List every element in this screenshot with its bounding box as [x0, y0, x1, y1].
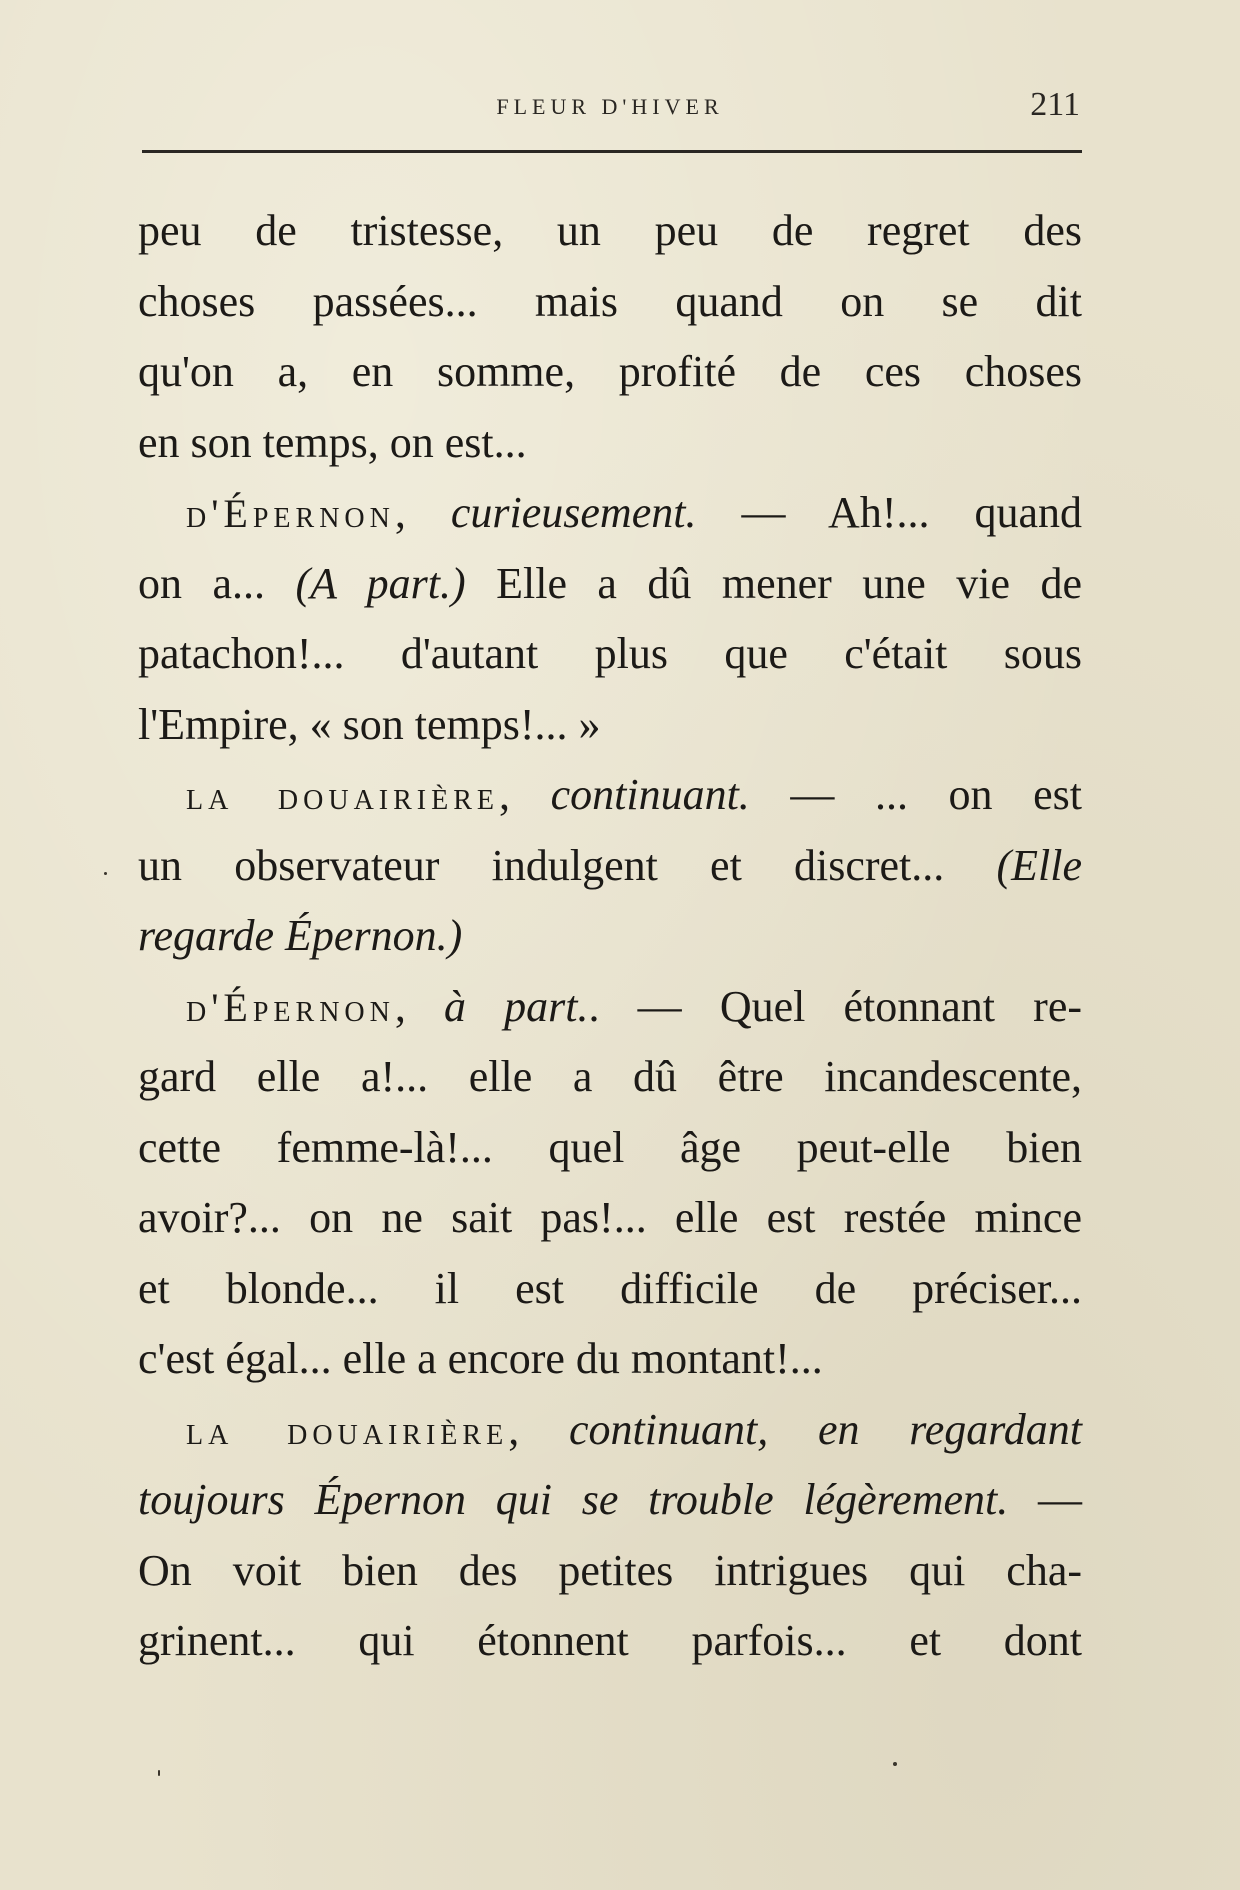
text-line: [138, 267, 1082, 338]
stage-direction: regarde Épernon.): [138, 911, 463, 960]
dialogue-text: . — Quel étonnant re-: [588, 981, 1082, 1031]
text-line: [138, 972, 1082, 1043]
dialogue-text: l'Empire, « son temps!... »: [138, 699, 601, 749]
dialogue-text: —: [1008, 1475, 1082, 1524]
dialogue-text: cette femme-là!... quel âge peut-elle bien: [138, 1122, 1082, 1172]
dialogue-text: choses passées... mais quand on se dit: [138, 276, 1082, 326]
dialogue-text: c'est égal... elle a encore du montant!...: [138, 1334, 823, 1383]
text-line: [138, 760, 1082, 831]
dialogue-text: en son temps, on est...: [138, 417, 527, 467]
page-number: 211: [1030, 86, 1080, 123]
text-line: [138, 1324, 1082, 1395]
running-title: FLEUR D'HIVER: [496, 94, 724, 119]
ink-speck: [893, 1762, 897, 1766]
stage-direction: continuant.: [550, 770, 750, 819]
dialogue-text: ,: [508, 1404, 569, 1454]
dialogue-text: ,: [394, 981, 445, 1031]
dialogue-text: — ... on est: [749, 770, 1082, 819]
dialogue-text: ,: [499, 770, 551, 819]
text-line: [138, 337, 1082, 408]
dialogue-text: — Ah!... quand: [696, 488, 1082, 537]
text-line: [138, 1254, 1082, 1325]
dialogue-text: et blonde... il est difficile de préciser...: [138, 1263, 1082, 1313]
speaker-name: d'Épernon: [186, 491, 395, 536]
dialogue-text: on a...: [138, 558, 296, 608]
text-line: [138, 901, 1082, 972]
text-line: [138, 408, 1082, 479]
text-line: [138, 196, 1082, 267]
text-line: [138, 690, 1082, 761]
dialogue-text: gard elle a!... elle a dû être incandescente,: [138, 1052, 1082, 1101]
dialogue-text: avoir?... on ne sait pas!... elle est restée mince: [138, 1193, 1082, 1242]
dialogue-text: peu de tristesse, un peu de regret des: [138, 206, 1082, 255]
dialogue-text: grinent... qui étonnent parfois... et dont: [138, 1616, 1082, 1665]
speaker-name: la douairière: [186, 1407, 509, 1453]
stage-direction: toujours Épernon qui se trouble légèrement.: [138, 1475, 1009, 1524]
dialogue-text: un observateur indulgent et discret...: [138, 840, 997, 890]
speaker-name: la douairière: [186, 773, 499, 818]
text-line: [138, 478, 1082, 549]
text-line: [138, 1465, 1082, 1536]
header-rule: [142, 150, 1082, 153]
speaker-name: d'Épernon: [186, 984, 395, 1030]
stage-direction: à part.: [444, 981, 589, 1031]
running-head: [140, 86, 1080, 126]
dialogue-text: ,: [394, 488, 451, 537]
stage-direction: continuant, en regardant: [568, 1404, 1083, 1454]
ink-speck: [104, 872, 107, 875]
dialogue-text: On voit bien des petites intrigues qui cha-: [138, 1545, 1082, 1595]
text-line: [138, 1606, 1082, 1677]
text-line: [138, 831, 1082, 902]
stage-direction: curieusement.: [450, 488, 697, 537]
dialogue-text: qu'on a, en somme, profité de ces choses: [138, 347, 1082, 396]
text-line: [138, 1042, 1082, 1113]
body-text: [138, 196, 1082, 1677]
stage-direction: (Elle: [996, 840, 1082, 890]
ink-speck: [158, 1770, 160, 1776]
stage-direction: (A part.): [295, 558, 466, 608]
text-line: [138, 1536, 1082, 1607]
text-line: [138, 549, 1082, 620]
dialogue-text: patachon!... d'autant plus que c'était sous: [138, 629, 1082, 678]
text-line: [138, 1113, 1082, 1184]
dialogue-text: Elle a dû mener une vie de: [465, 558, 1083, 608]
text-line: [138, 1395, 1082, 1466]
text-line: [138, 1183, 1082, 1254]
text-line: [138, 619, 1082, 690]
